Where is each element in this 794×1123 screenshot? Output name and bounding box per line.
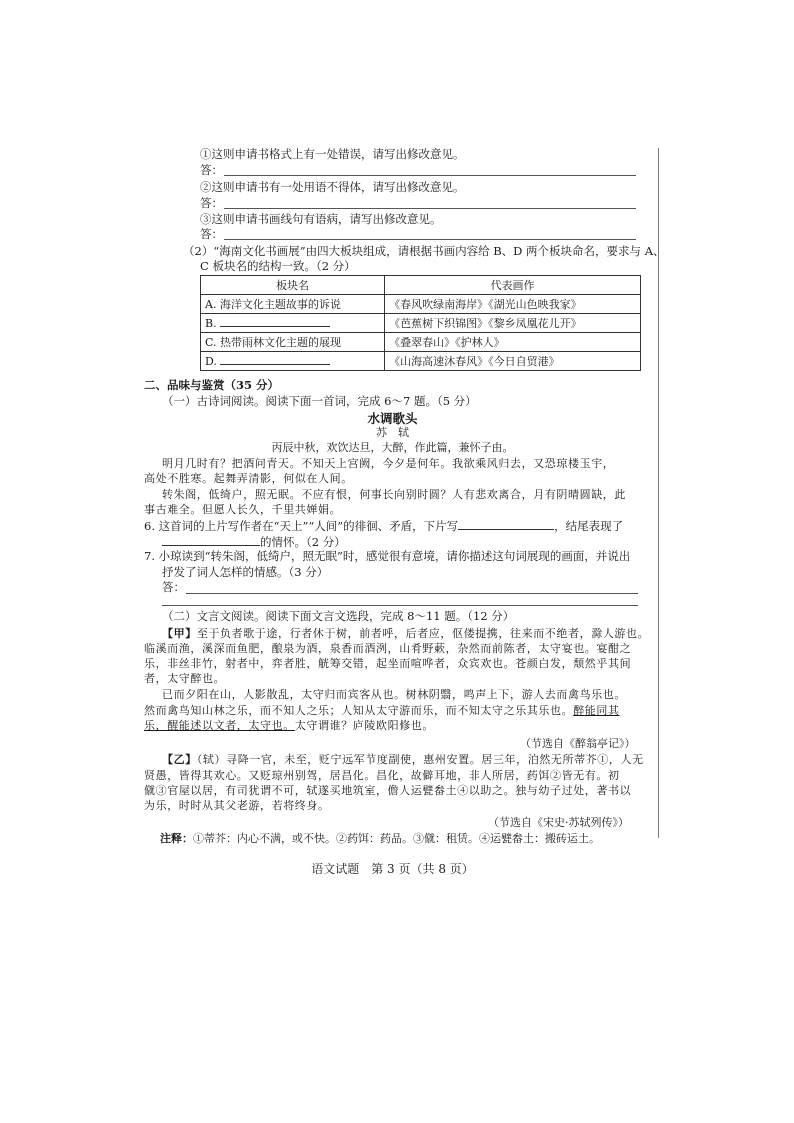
poem-line: 事古难全。但愿人长久，千里共婵娟。 [144, 503, 342, 516]
answer-label: 答： [200, 163, 223, 177]
question-6-text: ，结尾表现了 [554, 519, 624, 533]
question-2-line1: （2）“海南文化书画展”由四大板块组成，请根据书画内容给 B、D 两个板块命名，要求与 A、 [183, 244, 665, 258]
question-1-sub1: ①这则申请书格式上有一处错误，请写出修改意见。 [200, 147, 465, 161]
passage-text: 然而禽鸟知山林之乐，而不知人之乐；人知从太守游而乐，而不知太守之乐其乐也。 [144, 704, 574, 717]
table-cell-label: D. [205, 354, 217, 368]
answer-line[interactable] [186, 593, 638, 594]
passage-text: （轼）寻降一官，未至，贬宁远军节度副使，惠州安置。居三年，泊然无所蒂芥①，人无 [196, 753, 644, 766]
table-row [201, 314, 641, 333]
table-cell: 《芭蕉树下织锦图》《黎乡凤凰花儿开》 [385, 314, 641, 333]
answer-label: 答： [162, 580, 185, 594]
passage-tag: 【乙】 [162, 753, 197, 766]
passage-source: （节选自《宋史·苏轼列传》） [488, 816, 629, 829]
table-cell-blank[interactable] [201, 314, 385, 333]
table-row [201, 333, 641, 352]
table-cell: A. 海洋文化主题故事的诉说 [201, 295, 385, 314]
fill-blank-d[interactable] [220, 353, 330, 365]
passage-yi-line: 为乐，时时从其父老游，若将终身。 [144, 799, 330, 812]
answer-line[interactable] [224, 175, 636, 176]
underlined-sentence: 醉能同其 [573, 704, 620, 717]
table-cell: C. 热带雨林文化主题的展现 [201, 333, 385, 352]
poem-preface: 丙辰中秋，欢饮达旦，大醉，作此篇，兼怀子由。 [271, 441, 514, 454]
answer-line[interactable] [224, 239, 636, 240]
passage-jia-line: 乐，非丝非竹，射者中，弈者胜，觥筹交错，起坐而喧哗者，众宾欢也。苍颜白发，颓然乎其间 [144, 657, 632, 670]
passage-yi-line: 贤愚，皆得其欢心。又贬琼州别驾，居昌化。昌化，故僻耳地，非人所居，药饵②皆无有。初 [144, 769, 620, 782]
question-1-sub2: ②这则申请书有一处用语不得体，请写出修改意见。 [200, 180, 465, 194]
passage-jia-line: 临溪而渔，溪深而鱼肥，酿泉为酒，泉香而酒洌，山肴野蔌，杂然而前陈者，太守宴也。宴酣之 [144, 642, 632, 655]
poem-line: 转朱阁，低绮户，照无眠。不应有恨，何事长向别时圆？人有悲欢离合，月有阴晴圆缺，此 [162, 488, 626, 501]
section-2-title: 二、品味与鉴赏（35 分） [144, 378, 280, 392]
page-footer: 语文试题 第 3 页（共 8 页） [311, 862, 474, 876]
passage-text: 太守谓谁？庐陵欧阳修也。 [294, 719, 435, 732]
passage-yi-line: 僦③官屋以居，有司犹谓不可，轼遂买地筑室，儋人运甓畚土④以助之。独与幼子过处，著书以 [144, 784, 632, 797]
fill-blank-q6-2[interactable] [162, 534, 260, 546]
passage-text: 至于负者歌于途，行者休于树，前者呼，后者应，伛偻提携，往来而不绝者，滁人游也。 [196, 627, 650, 640]
table-header: 板块名 [201, 276, 385, 295]
poem-line: 明月几时有？把酒问青天。不知天上宫阙，今夕是何年。我欲乘风归去，又恐琼楼玉宇， [162, 457, 615, 470]
poem-title: 水调歌头 [367, 411, 418, 426]
answer-line[interactable] [224, 208, 636, 209]
table-row [201, 295, 641, 314]
question-6-text: 6. 这首词的上片写作者在“天上”“人间”的徘徊、矛盾，下片写 [144, 519, 459, 533]
answer-label: 答： [200, 196, 223, 210]
table-row [201, 352, 641, 371]
part-1-intro: （一）古诗词阅读。阅读下面一首词，完成 6～7 题。（5 分） [162, 394, 477, 408]
question-6-text: 的情怀。（2 分） [260, 535, 346, 549]
exhibition-table [200, 275, 641, 371]
passage-jia-line: 者，太守醉也。 [144, 672, 226, 685]
question-2-line2: C 板块名的结构一致。（2 分） [200, 259, 356, 273]
table-cell: 《叠翠春山》《护林人》 [385, 333, 641, 352]
answer-line[interactable] [162, 605, 638, 606]
poem-author: 苏 轼 [376, 426, 409, 439]
fill-blank-b[interactable] [220, 315, 330, 327]
table-cell-blank[interactable] [201, 352, 385, 371]
table-header: 代表画作 [385, 276, 641, 295]
notes-label: 注释： [160, 832, 193, 845]
table-header-row [201, 276, 641, 295]
notes-text: ①蒂芥：内心不满，或不快。②药饵：药品。③僦：租赁。④运甓畚土：搬砖运土。 [193, 832, 600, 845]
underlined-sentence: 乐，醒能述以文者，太守也。 [144, 719, 295, 732]
poem-line: 高处不胜寒。起舞弄清影，何似在人间。 [144, 472, 353, 485]
table-cell: 《山海高速沐春风》《今日自贸港》 [385, 352, 641, 371]
question-7-line1: 7. 小琼读到“转朱阁，低绮户，照无眠”时，感觉很有意境，请你描述这句词展现的画面，并说出 [144, 549, 631, 563]
answer-label: 答： [200, 227, 223, 241]
question-6-line2 [162, 534, 346, 550]
table-cell: 《春风吹绿南海岸》《湖光山色映我家》 [385, 295, 641, 314]
passage-jia-line [144, 718, 434, 733]
passage-source: （节选自《醉翁亭记》） [520, 737, 636, 750]
passage-jia-line [162, 626, 649, 641]
passage-jia-line [144, 703, 620, 718]
part-2-intro: （二）文言文阅读。阅读下面文言文选段，完成 8～11 题。（12 分） [162, 609, 515, 623]
question-6-line1 [144, 518, 623, 534]
question-7-line2: 抒发了词人怎样的情感。（3 分） [162, 565, 329, 579]
passage-jia-line: 已而夕阳在山，人影散乱，太守归而宾客从也。树林阴翳，鸣声上下，游人去而禽鸟乐也。 [162, 688, 626, 701]
question-1-sub3: ③这则申请书画线句有语病，请写出修改意见。 [200, 212, 442, 226]
passage-yi-line [162, 752, 644, 767]
notes-line [160, 831, 600, 846]
table-cell-label: B. [205, 316, 217, 330]
fill-blank-q6-1[interactable] [458, 518, 554, 530]
passage-tag: 【甲】 [162, 627, 197, 640]
